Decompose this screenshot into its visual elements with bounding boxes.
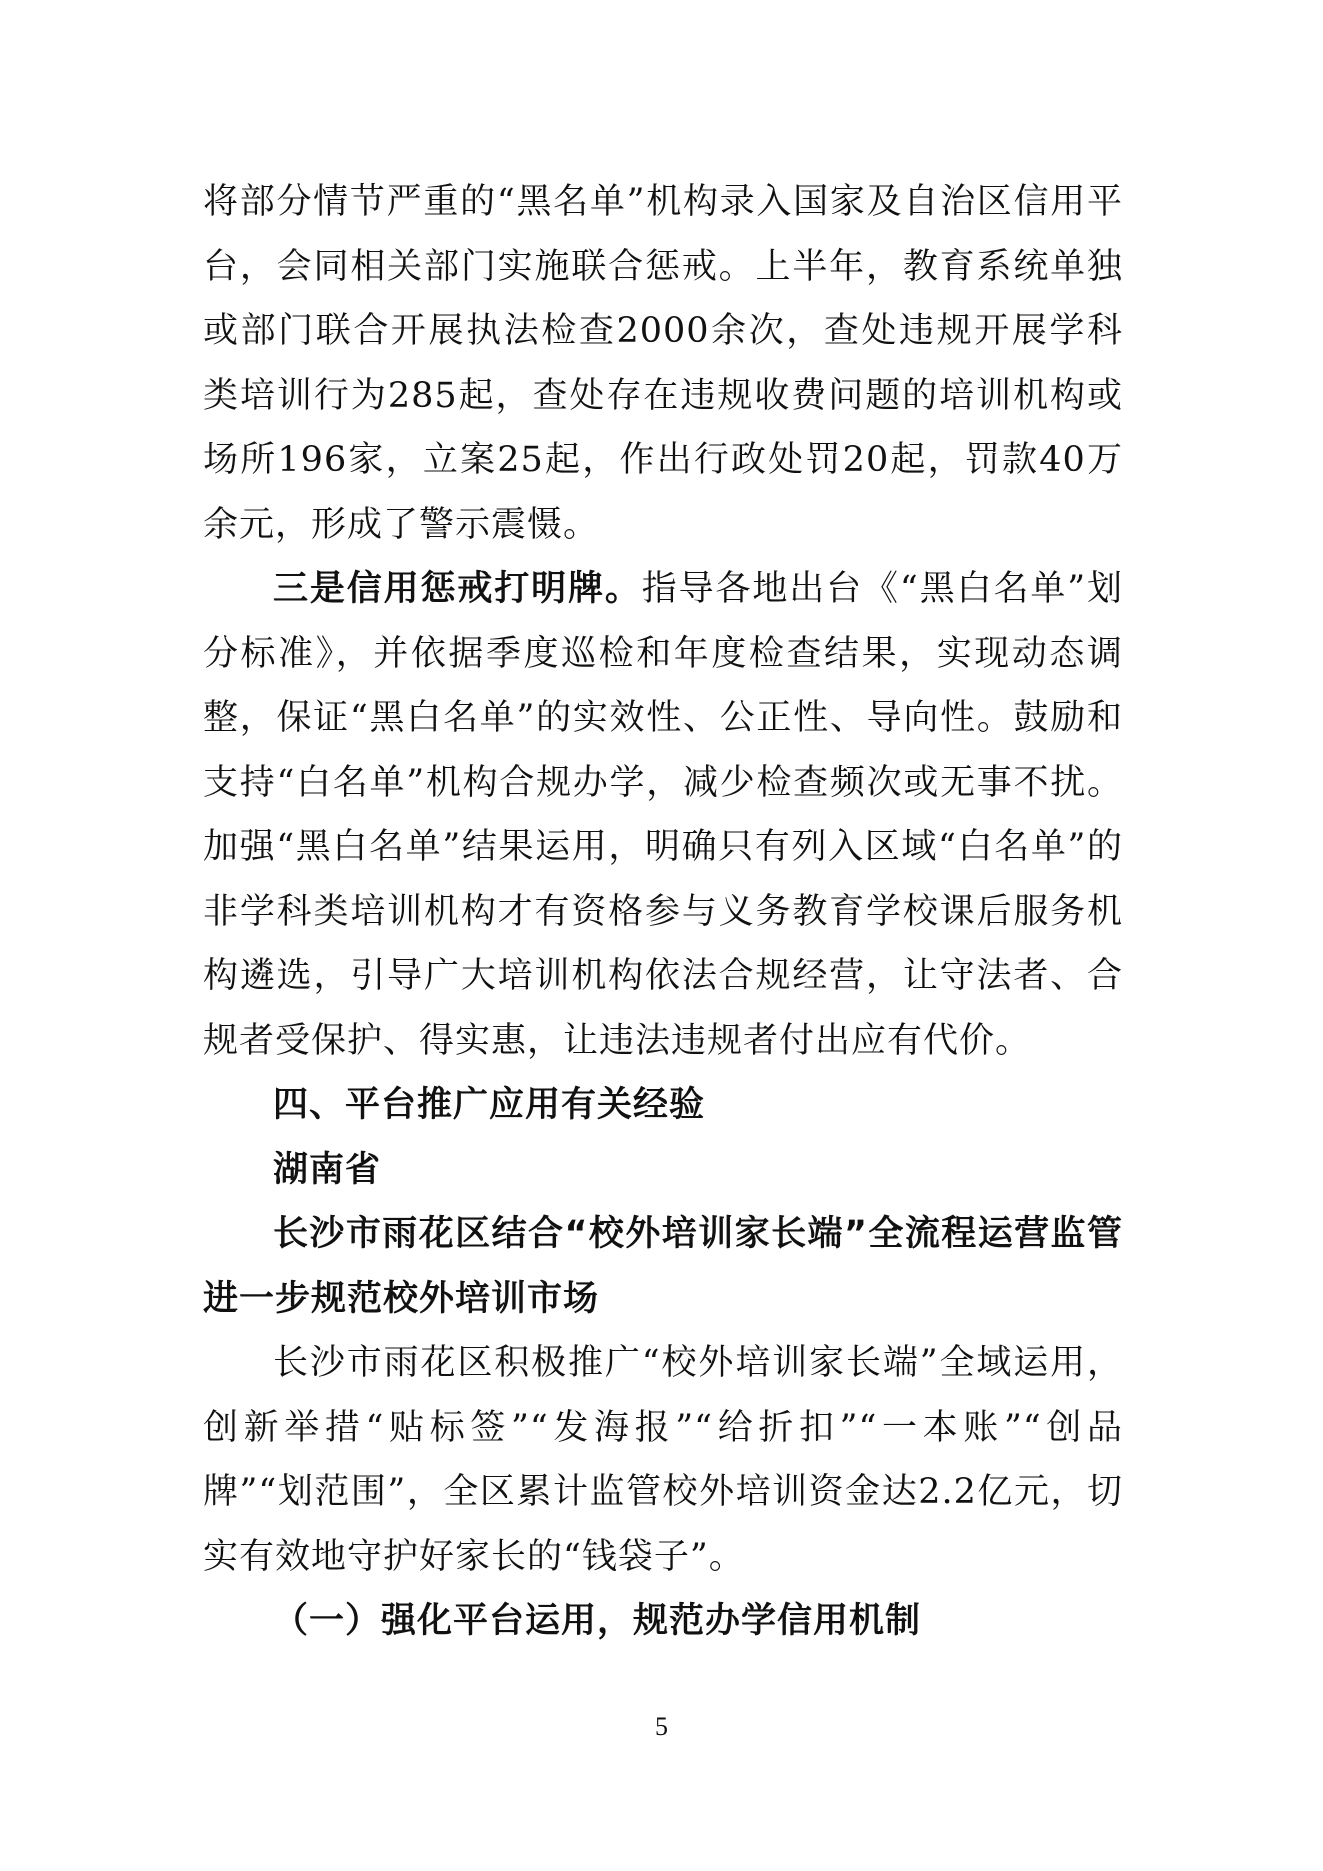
document-body (203, 170, 1123, 1654)
case-title: 长沙市雨花区结合“校外培训家长端”全流程运营监管进一步规范校外培训市场 (203, 1214, 1123, 1319)
paragraph-enforcement: 将部分情节严重的“黑名单”机构录入国家及自治区信用平台，会同相关部门实施联合惩戒。上半年，教育系统单独或部门联合开展执法检查2000余次，查处违规开展学科类培训行为285起，查处存在违规收费问题的培训机构或场所196家，立案25起，作出行政处罚20起，罚款40万余元，形成了警示震慑。 (203, 182, 1123, 545)
paragraph-lead-heading: 三是信用惩戒打明牌。 (273, 569, 642, 609)
paragraph-body-text: 指导各地出台《“黑白名单”划分标准》，并依据季度巡检和年度检查结果，实现动态调整，保证“黑白名单”的实效性、公正性、导向性。鼓励和支持“白名单”机构合规办学，减少检查频次或无事不扰。加强“黑白名单”结果运用，明确只有列入区域“白名单”的非学科类培训机构才有资格参与义务教育学校课后服务机构遴选，引导广大培训机构依法合规经营，让守法者、合规者受保护、得实惠，让违法违规者付出应有代价。 (203, 569, 1123, 1061)
paragraph-yuhua-district: 长沙市雨花区积极推广“校外培训家长端”全域运用，创新举措“贴标签”“发海报”“给折扣”“一本账”“创品牌”“划范围”，全区累计监管校外培训资金达2.2亿元，切实有效地守护好家长的“钱袋子”。 (203, 1343, 1123, 1577)
page-number: 5 (655, 1712, 668, 1741)
paragraph-credit-punishment (203, 557, 1123, 1073)
section-heading: 四、平台推广应用有关经验 (273, 1085, 706, 1125)
province-heading: 湖南省 (273, 1149, 382, 1190)
subsection-heading: （一）强化平台运用，规范办学信用机制 (273, 1601, 922, 1641)
